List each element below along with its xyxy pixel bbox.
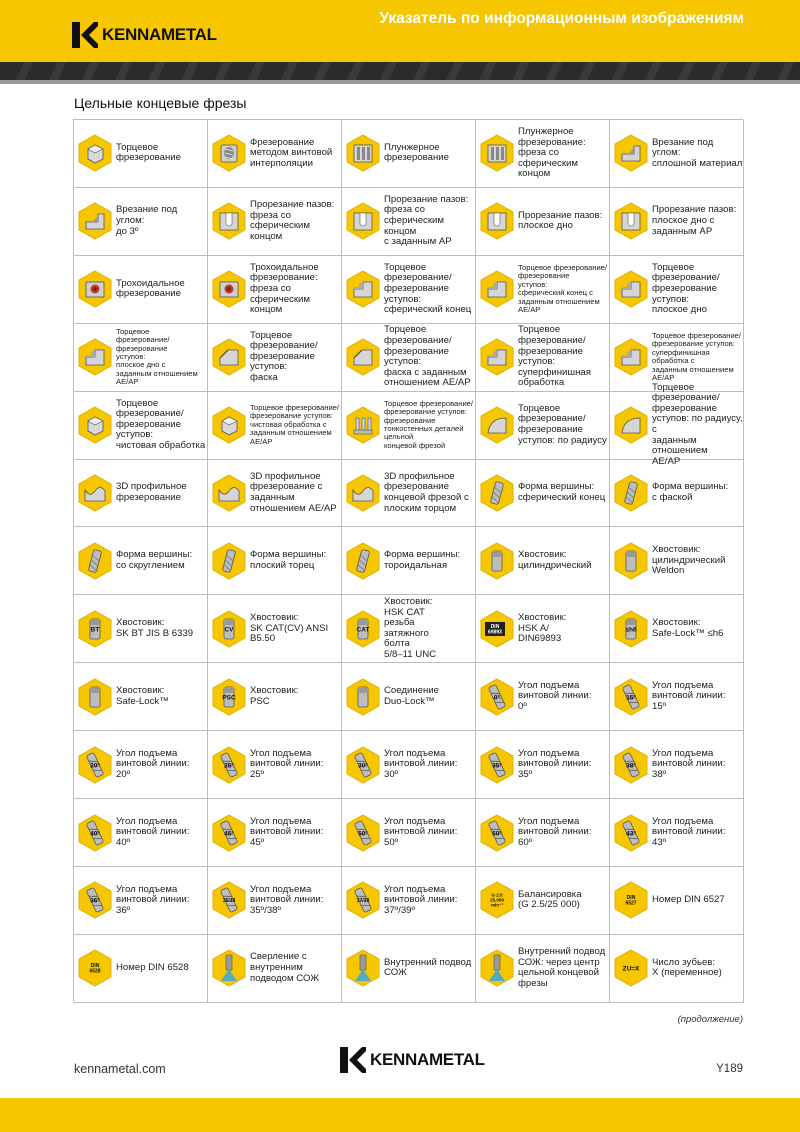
index-item-label: Хвостовик: цилиндрический Weldon xyxy=(652,544,726,577)
index-item-label: Угол подъема винтовой линии: 20º xyxy=(116,747,190,780)
index-item-label: Торцевое фрезерование/ фрезерование уступов: по радиусу, с заданным отношением AE/AP xyxy=(652,381,743,467)
index-item xyxy=(476,935,610,1003)
index-item-label: Угол подъема винтовой линии: 35º xyxy=(518,747,592,780)
index-item xyxy=(74,663,208,731)
index-item-label: Угол подъема винтовой линии: 43º xyxy=(652,815,726,848)
face-milling-icon xyxy=(78,134,112,172)
index-item-label: Хвостовик: HSK A/ DIN69893 xyxy=(518,611,567,645)
index-item xyxy=(208,460,342,528)
index-item xyxy=(74,256,208,324)
index-item xyxy=(476,867,610,935)
brand-name: KENNAMETAL xyxy=(102,25,217,44)
index-item xyxy=(74,120,208,188)
duo-lock-icon xyxy=(346,678,380,716)
index-item xyxy=(610,867,744,935)
end-flat-icon xyxy=(212,542,246,580)
index-item-label: Торцевое фрезерование/ фрезерование уступов: плоское дно xyxy=(652,261,720,316)
icon-badge-text: 35° xyxy=(492,761,502,769)
index-item-label: Торцевое фрезерование/ фрезерование уступов: фрезерование тонкостенных деталей цельной концевой фрезой xyxy=(384,398,474,450)
index-item xyxy=(208,188,342,256)
index-item-label: Угол подъема винтовой линии: 30º xyxy=(384,747,458,780)
index-item xyxy=(74,188,208,256)
index-item-label: Форма вершины: сферический конец xyxy=(518,481,606,503)
internal-coolant-icon xyxy=(346,949,380,987)
index-item-label: Хвостовик: HSK CAT резьба затяжного болта 5/8–11 UNC xyxy=(384,596,437,660)
icon-badge-text: 30° xyxy=(358,761,368,769)
header-stripe-gray xyxy=(0,80,800,84)
icon-badge-text: 43° xyxy=(626,829,636,837)
plunge-ball-nose-icon xyxy=(480,134,514,172)
index-item xyxy=(74,392,208,460)
index-item xyxy=(342,120,476,188)
index-item-label: Номер DIN 6527 xyxy=(652,894,725,906)
index-item-label: Угол подъема винтовой линии: 37º/39º xyxy=(384,883,458,916)
index-item xyxy=(342,935,476,1003)
index-item-label: Угол подъема винтовой линии: 45º xyxy=(250,815,324,848)
index-item xyxy=(610,188,744,256)
ramping-3deg-icon xyxy=(78,202,112,240)
index-item-label: Торцевое фрезерование/ фрезерование уступов: суперфинишная обработка с заданным отношением AE/AP xyxy=(652,330,742,382)
icon-badge-text: min⁻¹ xyxy=(490,903,504,909)
index-item xyxy=(342,324,476,392)
icon-badge-text: 25,000 xyxy=(489,898,505,904)
helix-43-icon xyxy=(614,814,648,852)
end-chamfer-icon xyxy=(614,474,648,512)
din-6528-icon xyxy=(78,949,112,987)
index-item xyxy=(342,392,476,460)
header-stripe xyxy=(0,62,800,80)
index-item-label: Врезание под углом: до 3º xyxy=(116,204,178,237)
balancing-icon xyxy=(480,881,514,919)
index-item-label: Трохоидальное фрезерование: фреза со сферическим концом xyxy=(250,261,319,316)
section-title: Цельные концевые фрезы xyxy=(74,95,247,111)
index-item xyxy=(476,527,610,595)
index-item-label: Хвостовик: Safe-Lock™ ≤h6 xyxy=(652,617,724,639)
helix-0-icon xyxy=(480,678,514,716)
index-item-label: Трохоидальное фрезерование xyxy=(116,277,185,300)
shoulder-ball-icon xyxy=(346,270,380,308)
shank-weldon-icon xyxy=(614,542,648,580)
index-item xyxy=(342,527,476,595)
index-item-label: Сверление с внутренним подводом СОЖ xyxy=(250,951,320,984)
helix-35-38-icon xyxy=(212,881,246,919)
icon-badge-text: CAT xyxy=(356,626,370,634)
index-item-label: Угол подъема винтовой линии: 35º/38º xyxy=(250,883,324,916)
index-item xyxy=(610,460,744,528)
index-item-label: Прорезание пазов: плоское дно xyxy=(518,209,603,232)
index-item xyxy=(208,392,342,460)
index-item xyxy=(610,595,744,663)
footer-logo xyxy=(340,1047,485,1073)
index-item-label: Угол подъема винтовой линии: 36º xyxy=(116,883,190,916)
index-item xyxy=(208,867,342,935)
trochoidal-milling-icon xyxy=(78,270,112,308)
icon-badge-text: ZU=X xyxy=(622,965,640,973)
index-item-label: Форма вершины: плоский торец xyxy=(250,549,327,571)
helix-35-icon xyxy=(480,746,514,784)
icon-badge-text: DIN xyxy=(490,623,500,630)
index-item-label: Угол подъема винтовой линии: 25º xyxy=(250,747,324,780)
icon-badge-text: PSC xyxy=(222,693,236,701)
index-item xyxy=(74,867,208,935)
index-item xyxy=(208,663,342,731)
index-item-label: Внутренний подвод СОЖ xyxy=(384,956,472,979)
index-item-label: Внутренний подвод СОЖ: через центр цельной концевой фрезы xyxy=(518,946,606,989)
icon-badge-text: 20° xyxy=(90,761,100,769)
shank-sk-cat-icon xyxy=(212,610,246,648)
index-item xyxy=(208,120,342,188)
icon-badge-text: 25° xyxy=(224,761,234,769)
icon-badge-text: BT xyxy=(90,626,100,634)
shank-safe-lock-icon xyxy=(78,678,112,716)
din-6527-icon xyxy=(614,881,648,919)
index-item xyxy=(74,527,208,595)
index-item xyxy=(342,663,476,731)
helical-interpolation-icon xyxy=(212,134,246,172)
index-item-label: Угол подъема винтовой линии: 15º xyxy=(652,679,726,712)
index-item-label: Хвостовик: цилиндрический xyxy=(518,549,592,571)
shoulder-flat-ratio-icon xyxy=(78,338,112,376)
index-item xyxy=(208,595,342,663)
index-item-label: Торцевое фрезерование/ фрезерование уступов: по радиусу xyxy=(518,402,607,446)
index-item xyxy=(476,460,610,528)
shoulder-radius-icon xyxy=(480,406,514,444)
index-item xyxy=(208,731,342,799)
shank-hsk-cat-icon xyxy=(346,610,380,648)
index-item-label: Соединение Duo-Lock™ xyxy=(384,685,439,707)
index-item xyxy=(476,120,610,188)
index-item-label: Угол подъема винтовой линии: 60º xyxy=(518,815,592,848)
index-item xyxy=(208,799,342,867)
footer-band xyxy=(0,1098,800,1132)
helix-50-icon xyxy=(346,814,380,852)
index-item-label: Плунжерное фрезерование: фреза со сферическим концом xyxy=(518,125,586,180)
index-item xyxy=(74,595,208,663)
icon-badge-text: 40° xyxy=(90,829,100,837)
icon-badge-text: 15° xyxy=(626,693,636,701)
end-corner-radius-icon xyxy=(78,542,112,580)
index-item xyxy=(476,188,610,256)
index-item-label: Торцевое фрезерование/ фрезерование уступов: суперфинишная обработка xyxy=(518,324,591,389)
center-coolant-icon xyxy=(480,949,514,987)
icon-badge-text: 6528 xyxy=(89,968,101,975)
index-item xyxy=(74,731,208,799)
helix-36-icon xyxy=(78,881,112,919)
index-item xyxy=(610,731,744,799)
index-item xyxy=(476,256,610,324)
slotting-ball-ap-icon xyxy=(346,202,380,240)
index-item xyxy=(610,120,744,188)
index-item xyxy=(342,799,476,867)
page-header-title: Указатель по информационным изображениям xyxy=(379,10,744,27)
index-item-label: 3D профильное фрезерование xyxy=(116,481,187,503)
index-item xyxy=(342,867,476,935)
index-item-label: Хвостовик: SK CAT(CV) ANSI B5.50 xyxy=(250,611,329,645)
index-item xyxy=(476,731,610,799)
index-item-label: Торцевое фрезерование/ фрезерование уступов: чистовая обработка с заданным отношением AE/AP xyxy=(250,403,340,446)
shank-safe-lock-h6-icon xyxy=(614,610,648,648)
shank-psc-icon xyxy=(212,678,246,716)
index-item xyxy=(342,256,476,324)
continued-note: (продолжение) xyxy=(677,1014,743,1025)
icon-badge-text: 45° xyxy=(224,829,234,837)
index-item-label: Угол подъема винтовой линии: 50º xyxy=(384,815,458,848)
shoulder-ball-ratio-icon xyxy=(480,270,514,308)
slotting-ball-nose-icon xyxy=(212,202,246,240)
index-item-label: Угол подъема винтовой линии: 38º xyxy=(652,747,726,780)
index-item xyxy=(476,392,610,460)
helix-40-icon xyxy=(78,814,112,852)
index-item xyxy=(208,935,342,1003)
index-item-label: Прорезание пазов: плоское дно с заданным AP xyxy=(652,204,737,237)
index-item-label: Хвостовик: PSC xyxy=(250,685,299,707)
helix-25-icon xyxy=(212,746,246,784)
plunge-milling-icon xyxy=(346,134,380,172)
footer-url[interactable]: kennametal.com xyxy=(74,1062,166,1076)
3d-profiling-flat-icon xyxy=(346,474,380,512)
helix-37-39-icon xyxy=(346,881,380,919)
index-item-label: Число зубьев: X (переменное) xyxy=(652,956,722,979)
index-item-label: Фрезерование методом винтовой интерполяции xyxy=(250,136,333,169)
index-item xyxy=(208,256,342,324)
index-item xyxy=(208,324,342,392)
shoulder-superfinish-icon xyxy=(480,338,514,376)
index-item xyxy=(208,527,342,595)
helix-60-icon xyxy=(480,814,514,852)
helix-45-icon xyxy=(212,814,246,852)
index-item xyxy=(610,381,744,467)
helix-15-icon xyxy=(614,678,648,716)
kennametal-k-icon xyxy=(340,1047,366,1073)
icon-badge-text: ≤h6 xyxy=(625,626,637,634)
footer-brand-name: KENNAMETAL xyxy=(370,1050,485,1069)
helix-38-icon xyxy=(614,746,648,784)
index-item xyxy=(342,188,476,256)
shoulder-chamfer-icon xyxy=(212,338,246,376)
3d-profiling-ratio-icon xyxy=(212,474,246,512)
ramping-solid-icon xyxy=(614,134,648,172)
shank-sk-bt-icon xyxy=(78,610,112,648)
index-item xyxy=(74,460,208,528)
coolant-drill-icon xyxy=(212,949,246,987)
index-item-label: Торцевое фрезерование/ фрезерование уступов: чистовая обработка xyxy=(116,397,206,451)
icon-badge-text: CV xyxy=(224,626,234,634)
shoulder-finishing-ratio-icon xyxy=(212,406,246,444)
index-item-label: Угол подъема винтовой линии: 40º xyxy=(116,815,190,848)
index-item-label: 3D профильное фрезерование концевой фрезой с плоским торцом xyxy=(384,470,469,514)
icon-badge-text: 37/39 xyxy=(356,898,370,905)
icon-badge-text: 6527 xyxy=(625,900,637,907)
icon-badge-text: 69893 xyxy=(488,629,502,636)
index-item xyxy=(74,935,208,1003)
icon-badge-text: DIN xyxy=(626,895,636,902)
slotting-flat-ap-icon xyxy=(614,202,648,240)
shoulder-flat-icon xyxy=(614,270,648,308)
index-item-label: Форма вершины: с фаской xyxy=(652,481,729,503)
index-item-label: Плунжерное фрезерование xyxy=(384,141,449,164)
icon-badge-text: G 2.5 xyxy=(491,892,503,898)
index-item xyxy=(610,663,744,731)
index-item-label: Торцевое фрезерование xyxy=(116,141,181,164)
index-item xyxy=(342,460,476,528)
index-item-label: Балансировка (G 2.5/25 000) xyxy=(518,888,582,911)
index-item-label: Торцевое фрезерование/ фрезерование уступов: сферический конец с заданным отношением AE/AP xyxy=(518,263,608,315)
index-item xyxy=(476,663,610,731)
end-toroidal-icon xyxy=(346,542,380,580)
icon-badge-text: 60° xyxy=(492,829,502,837)
icon-badge-text: 35/38 xyxy=(222,898,236,905)
3d-profiling-icon xyxy=(78,474,112,512)
icon-badge-text: 50° xyxy=(358,829,368,837)
index-item-label: Торцевое фрезерование/ фрезерование уступов: фаска с заданным отношением AE/AP xyxy=(384,324,471,389)
shoulder-chamfer-ratio-icon xyxy=(346,338,380,376)
index-item xyxy=(342,731,476,799)
flute-count-icon xyxy=(614,949,648,987)
index-item-label: Торцевое фрезерование/ фрезерование уступов: фаска xyxy=(250,329,318,384)
index-item xyxy=(74,799,208,867)
index-item-label: 3D профильное фрезерование с заданным отношением AE/AP xyxy=(250,470,337,514)
index-item-label: Торцевое фрезерование/ фрезерование уступов: сферический конец xyxy=(384,261,472,316)
index-item-label: Форма вершины: тороидальная xyxy=(384,549,461,571)
index-item-label: Прорезание пазов: фреза со сферическим концом xyxy=(250,199,335,242)
index-item xyxy=(610,799,744,867)
shoulder-radius-ratio-icon xyxy=(614,406,648,444)
icon-index-grid xyxy=(73,119,743,1002)
index-item xyxy=(610,527,744,595)
slotting-flat-icon xyxy=(480,202,514,240)
index-item xyxy=(342,595,476,663)
shank-hsk-a-icon xyxy=(480,610,514,648)
index-item xyxy=(476,799,610,867)
icon-badge-text: 0° xyxy=(493,693,501,701)
helix-30-icon xyxy=(346,746,380,784)
icon-badge-text: 36° xyxy=(90,897,100,905)
index-item-label: Врезание под углом: сплошной материал xyxy=(652,136,743,169)
shoulder-superfinish-ratio-icon xyxy=(614,338,648,376)
trochoidal-ball-icon xyxy=(212,270,246,308)
kennametal-k-icon xyxy=(72,22,98,48)
index-item xyxy=(476,324,610,392)
end-ball-icon xyxy=(480,474,514,512)
index-item-label: Номер DIN 6528 xyxy=(116,962,189,974)
index-item xyxy=(610,256,744,324)
index-item xyxy=(74,324,208,392)
page-number: Y189 xyxy=(716,1063,743,1075)
index-item xyxy=(610,935,744,1003)
index-item-label: Хвостовик: Safe-Lock™ xyxy=(116,685,169,707)
icon-badge-text: DIN xyxy=(90,963,100,970)
shank-cylindrical-icon xyxy=(480,542,514,580)
index-item-label: Торцевое фрезерование/ фрезерование уступов: плоское дно с заданным отношением AE/AP xyxy=(116,326,198,387)
index-item-label: Прорезание пазов: фреза со сферическим концом с заданным AP xyxy=(384,193,469,248)
brand-logo xyxy=(72,22,217,48)
index-item-label: Форма вершины: со скруглением xyxy=(116,549,193,571)
thin-wall-milling-icon xyxy=(346,406,380,444)
index-item-label: Угол подъема винтовой линии: 0º xyxy=(518,679,592,712)
index-item xyxy=(476,595,610,663)
shoulder-finishing-icon xyxy=(78,406,112,444)
index-item-label: Хвостовик: SK BT JIS B 6339 xyxy=(116,617,194,639)
icon-badge-text: 38° xyxy=(626,761,636,769)
helix-20-icon xyxy=(78,746,112,784)
